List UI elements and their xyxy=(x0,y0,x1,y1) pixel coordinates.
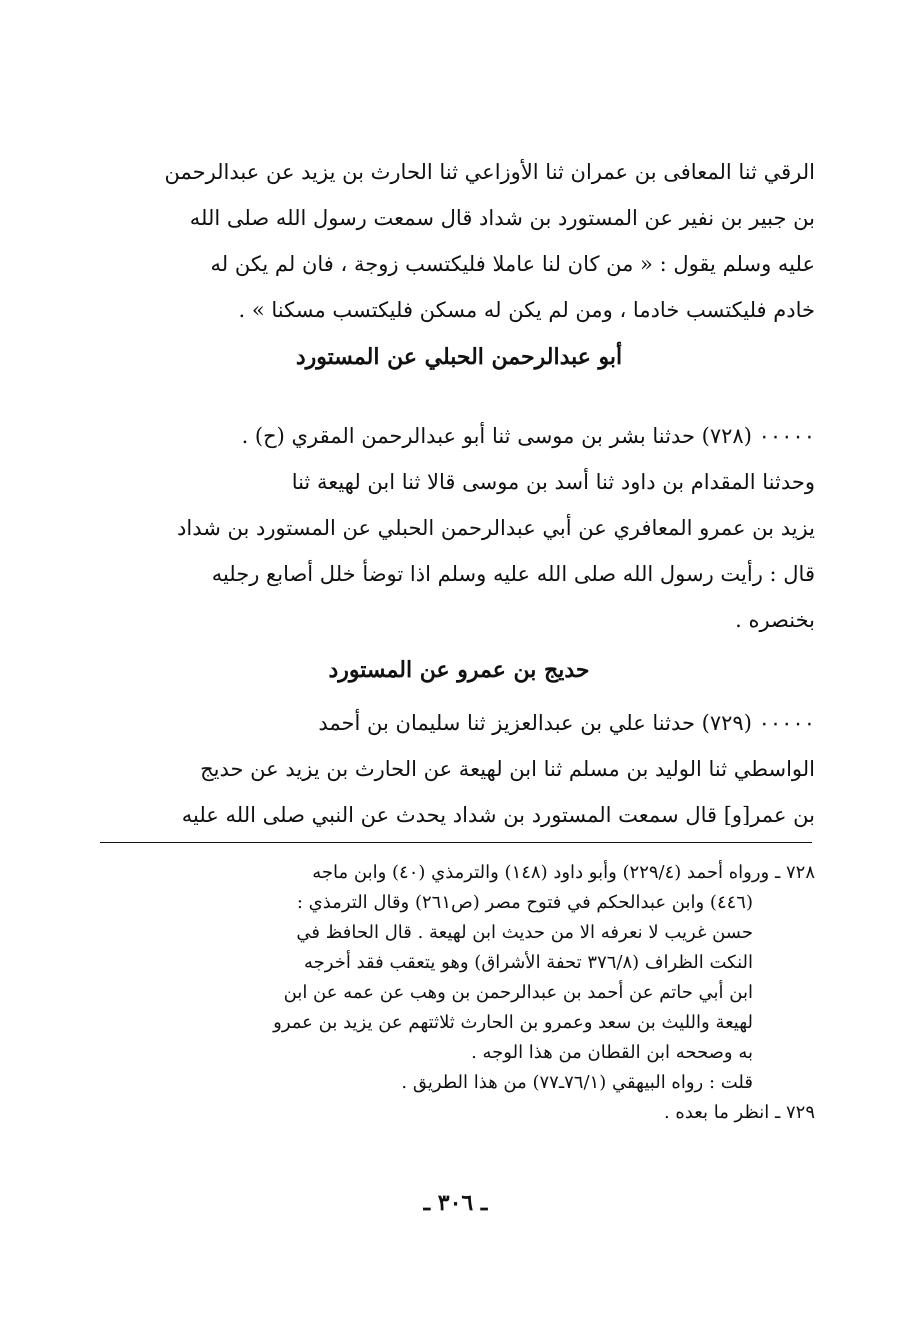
footnote-line: ابن أبي حاتم عن أحمد بن عبدالرحمن بن وهب عن عمه عن ابن xyxy=(283,982,753,1003)
text-line: خادم فليكتسب خادما ، ومن لم يكن له مسكن فليكتسب مسكنا » . xyxy=(238,298,815,322)
text-line: عليه وسلم يقول : « من كان لنا عاملا فليكتسب زوجة ، فان لم يكن له xyxy=(210,252,815,276)
footnote-line: ٧٢٩ ـ انظر ما بعده . xyxy=(663,1102,815,1123)
text-line: بن عمر[و] قال سمعت المستورد بن شداد يحدث عن النبي صلى الله عليه xyxy=(181,803,815,827)
hadith-729-paragraph xyxy=(103,700,815,838)
top-paragraph xyxy=(103,149,815,333)
section-heading: أبو عبدالرحمن الحبلي عن المستورد xyxy=(295,344,623,370)
text-line: قال : رأيت رسول الله صلى الله عليه وسلم اذا توضأ خلل أصابع رجليه xyxy=(211,562,815,586)
footnote-line: النكت الظراف (٣٧٦/٨ تحفة الأشراق) وهو يتعقب فقد أخرجه xyxy=(304,952,753,973)
page-number: ـ ٣٠٦ ـ xyxy=(423,1190,488,1216)
footnotes xyxy=(103,858,815,1128)
text-line: بخنصره . xyxy=(735,608,815,632)
footnote-line: لهيعة والليث بن سعد وعمرو بن الحارث ثلاثتهم عن يزيد بن عمرو xyxy=(273,1012,753,1033)
text-line: ٠٠٠٠٠ (٧٢٨) حدثنا بشر بن موسى ثنا أبو عبدالرحمن المقري (ح) . xyxy=(241,424,815,448)
text-line: الرقي ثنا المعافى بن عمران ثنا الأوزاعي ثنا الحارث بن يزيد عن عبدالرحمن xyxy=(164,160,815,184)
text-line: وحدثنا المقدام بن داود ثنا أسد بن موسى قالا ثنا ابن لهيعة ثنا xyxy=(291,470,815,494)
footnote-line: به وصححه ابن القطان من هذا الوجه . xyxy=(471,1042,753,1063)
footnote-line: قلت : رواه البيهقي (٧٦/١ـ٧٧) من هذا الطريق . xyxy=(401,1072,753,1093)
footnote-line: حسن غريب لا نعرفه الا من حديث ابن لهيعة . قال الحافظ في xyxy=(296,922,753,943)
footnote-line: (٤٤٦) وابن عبدالحكم في فتوح مصر (ص٢٦١) وقال الترمذي : xyxy=(296,892,753,913)
text-line: الواسطي ثنا الوليد بن مسلم ثنا ابن لهيعة عن الحارث بن يزيد عن حديج xyxy=(200,757,815,781)
text-line: ٠٠٠٠٠ (٧٢٩) حدثنا علي بن عبدالعزيز ثنا سليمان بن أحمد xyxy=(318,711,815,735)
hadith-728-paragraph xyxy=(103,413,815,643)
text-line: بن جبير بن نفير عن المستورد بن شداد قال سمعت رسول الله صلى الله xyxy=(189,206,815,230)
footnote-line: ٧٢٨ ـ ورواه أحمد (٢٢٩/٤) وأبو داود (١٤٨) والترمذي (٤٠) وابن ماجه xyxy=(312,862,815,883)
text-line: يزيد بن عمرو المعافري عن أبي عبدالرحمن الحبلي عن المستورد بن شداد xyxy=(177,516,815,540)
footnote-divider xyxy=(100,842,812,843)
section-heading: حديج بن عمرو عن المستورد xyxy=(328,657,590,683)
